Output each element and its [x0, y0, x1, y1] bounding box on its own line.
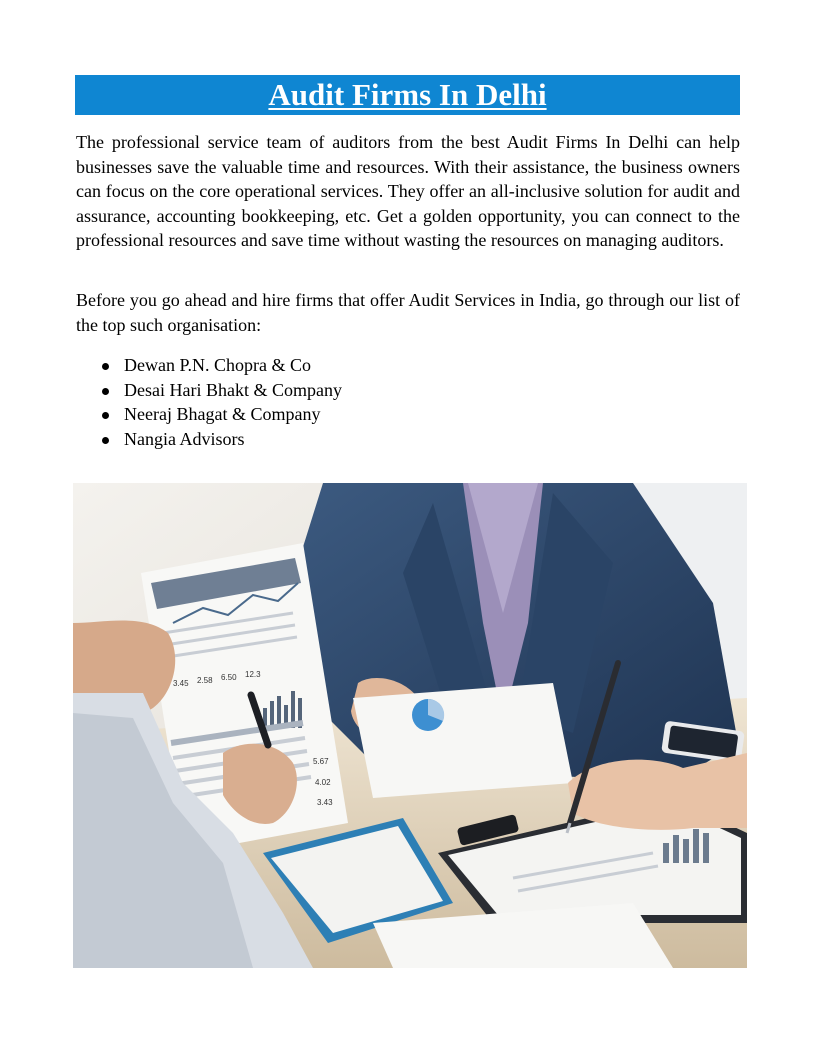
side-number: 3.43: [317, 798, 333, 807]
side-number: 4.02: [315, 778, 331, 787]
list-item: [100, 427, 342, 452]
report-number: 2.58: [197, 676, 213, 685]
company-name: Neeraj Bhagat & Company: [124, 404, 321, 424]
list-item: [100, 353, 342, 378]
report-number: 6.50: [221, 673, 237, 682]
bullet-icon: [102, 412, 109, 419]
list-item: [100, 378, 342, 403]
intro-paragraph: The professional service team of auditors from the best Audit Firms In Delhi can help businesses save the valuable time and resources. With their assistance, the business owners can focus on the core operational services. They offer an all-inclusive solution for audit and assurance, accounting bookkeeping, etc. Get a golden opportunity, you can connect to the professional resources and save time without wasting the resources on managing auditors.: [76, 132, 740, 250]
lead-in-paragraph: Before you go ahead and hire firms that offer Audit Services in India, go through our list of the top such organisation:: [76, 290, 740, 335]
list-item: [100, 402, 342, 427]
company-name: Desai Hari Bhakt & Company: [124, 379, 342, 400]
page-title: Audit Firms In Delhi: [268, 77, 547, 112]
business-meeting-photo: [73, 483, 747, 968]
bullet-icon: [102, 363, 109, 370]
bullet-icon: [102, 437, 109, 444]
company-list: [100, 353, 342, 451]
side-number: 5.67: [313, 757, 329, 766]
title-banner: [75, 75, 740, 115]
photo-illustration: [73, 483, 747, 968]
bullet-icon: [102, 388, 109, 395]
company-name: Nangia Advisors: [124, 428, 245, 449]
company-name: Dewan P.N. Chopra & Co: [124, 355, 311, 375]
report-number: 12.3: [245, 670, 261, 679]
pie-chart-paper: [353, 683, 573, 798]
report-number: 3.45: [173, 679, 189, 688]
